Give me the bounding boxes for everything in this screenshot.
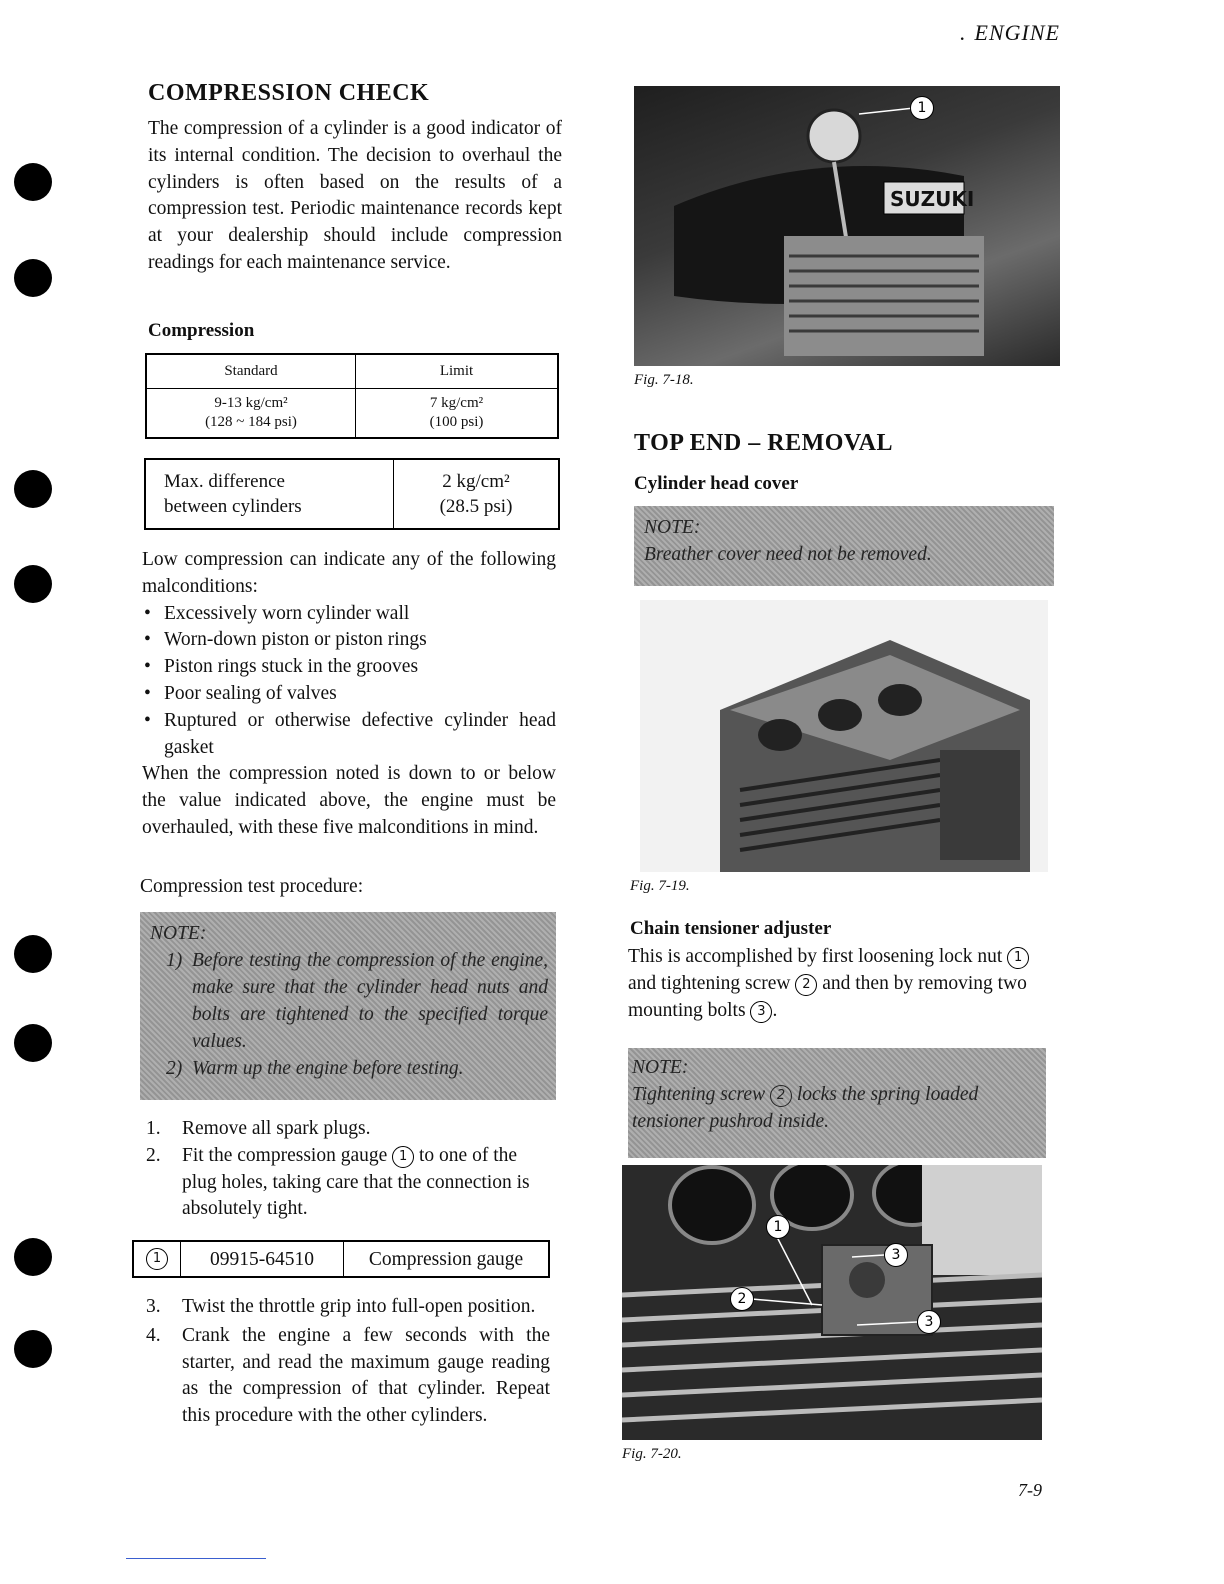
step-item bbox=[142, 1143, 552, 1223]
step-text: Fit the compression gauge bbox=[182, 1144, 388, 1166]
step-number: 4. bbox=[146, 1324, 161, 1346]
overhaul-paragraph: When the compression noted is down to or below the value indicated above, the engine must be overhauled, with these five malconditions in mind. bbox=[142, 763, 556, 838]
note-text: Tightening screw bbox=[632, 1084, 766, 1105]
cylinder-head-photo-illustration bbox=[640, 600, 1048, 872]
step-number: 3. bbox=[146, 1296, 161, 1317]
limit-psi: (100 psi) bbox=[429, 413, 484, 430]
note-box-testing bbox=[140, 912, 556, 1100]
max-difference-table bbox=[144, 458, 560, 530]
fig-7-19-photo bbox=[640, 600, 1048, 872]
table-header-standard: Standard bbox=[146, 354, 356, 388]
note-box-breather bbox=[634, 506, 1054, 586]
ref-number-icon: 1 bbox=[146, 1248, 168, 1270]
label-line: between cylinders bbox=[164, 496, 302, 517]
step-text: Crank the engine a few seconds with the starter, and read the maximum gauge reading as the compression of that cylinder. Repeat this procedure with the other cylinders. bbox=[182, 1324, 550, 1427]
callout-1: 1 bbox=[910, 96, 934, 120]
malconditions-section bbox=[142, 547, 556, 842]
ref-number-icon: 1 bbox=[392, 1146, 414, 1168]
step-item bbox=[142, 1294, 550, 1321]
fig-7-20-caption: Fig. 7-20. bbox=[622, 1446, 682, 1462]
standard-kg: 9-13 kg/cm² bbox=[214, 394, 288, 411]
standard-value bbox=[146, 388, 356, 438]
value-line: (28.5 psi) bbox=[439, 496, 513, 517]
step-item bbox=[142, 1323, 550, 1430]
note-label: NOTE: bbox=[632, 1057, 689, 1078]
low-compression-intro: Low compression can indicate any of the following malconditions: bbox=[142, 549, 556, 597]
tool-ref bbox=[133, 1241, 181, 1277]
limit-value bbox=[356, 388, 559, 438]
note-item-text: Warm up the engine before testing. bbox=[192, 1058, 464, 1079]
ref-number-icon: 2 bbox=[795, 974, 817, 996]
compression-gauge-photo-illustration bbox=[634, 86, 1060, 366]
fig-7-18-photo bbox=[634, 86, 1060, 366]
table-header-limit: Limit bbox=[356, 354, 559, 388]
list-item: • Excessively worn cylinder wall bbox=[142, 601, 556, 628]
binder-hole bbox=[14, 163, 52, 201]
binder-hole bbox=[14, 1330, 52, 1368]
procedure-steps bbox=[142, 1294, 550, 1430]
compression-spec-table bbox=[145, 353, 559, 439]
binder-hole bbox=[14, 565, 52, 603]
steps-3-4 bbox=[142, 1294, 550, 1430]
note-box-tightening bbox=[628, 1048, 1046, 1158]
top-end-removal-title: TOP END – REMOVAL bbox=[634, 430, 893, 456]
label-line: Max. difference bbox=[164, 471, 285, 492]
callout-3: 3 bbox=[884, 1243, 908, 1267]
note-item bbox=[150, 1055, 548, 1082]
list-item: • Ruptured or otherwise defective cylinder head gasket bbox=[142, 708, 556, 762]
section-header: . ENGINE bbox=[960, 20, 1060, 45]
max-difference-label bbox=[145, 459, 394, 529]
step-text: Remove all spark plugs. bbox=[182, 1118, 371, 1139]
binder-hole bbox=[14, 1238, 52, 1276]
chain-text: and then by removing two mounting bolts bbox=[628, 972, 1027, 1021]
step-item bbox=[142, 1116, 552, 1143]
note-text: locks the spring loaded tensioner pushrod inside. bbox=[632, 1084, 979, 1132]
fig-7-19-caption: Fig. 7-19. bbox=[630, 878, 690, 894]
brand-lettering: SUZUKI bbox=[890, 187, 975, 211]
list-item: • Piston rings stuck in the grooves bbox=[142, 654, 556, 681]
value-line: 2 kg/cm² bbox=[442, 471, 510, 492]
note-item-number: 2) bbox=[166, 1058, 183, 1079]
note-item-number: 1) bbox=[166, 950, 183, 971]
limit-kg: 7 kg/cm² bbox=[429, 394, 484, 411]
binder-hole bbox=[14, 1024, 52, 1062]
step-number: 1. bbox=[146, 1118, 161, 1139]
list-item: • Worn-down piston or piston rings bbox=[142, 627, 556, 654]
procedure-steps bbox=[142, 1116, 552, 1223]
note-text-block bbox=[632, 1081, 1036, 1135]
fig-7-18-caption: Fig. 7-18. bbox=[634, 372, 694, 388]
note-item bbox=[150, 947, 548, 1055]
tool-name: Compression gauge bbox=[344, 1241, 550, 1277]
page-number: 7-9 bbox=[1018, 1480, 1042, 1500]
compression-label: Compression bbox=[148, 320, 255, 341]
binder-hole bbox=[14, 470, 52, 508]
ref-number-icon: 1 bbox=[1007, 947, 1029, 969]
standard-psi: (128 ~ 184 psi) bbox=[205, 413, 297, 430]
step-number: 2. bbox=[146, 1144, 161, 1166]
binder-hole bbox=[14, 935, 52, 973]
list-item: • Poor sealing of valves bbox=[142, 681, 556, 708]
max-difference-value bbox=[394, 459, 560, 529]
step-text: Twist the throttle grip into full-open position. bbox=[182, 1296, 536, 1317]
step-text: to one of the plug holes, taking care that the connection is absolutely tight. bbox=[182, 1144, 530, 1220]
intro-text: The compression of a cylinder is a good indicator of its internal condition. The decision to overhaul the cylinders is often based on the results of a compression test. Periodic maintenance records kept at your dealership should include compression readings for each maintenance service. bbox=[148, 118, 562, 273]
chain-text: . bbox=[772, 999, 778, 1021]
ref-number-icon: 2 bbox=[770, 1085, 792, 1107]
chain-tensioner-photo-illustration bbox=[622, 1165, 1042, 1440]
malconditions-list bbox=[142, 601, 556, 762]
callout-1: 1 bbox=[766, 1215, 790, 1239]
chain-tensioner-paragraph bbox=[628, 944, 1048, 1024]
callout-2: 2 bbox=[730, 1287, 754, 1311]
section-title: ENGINE bbox=[974, 20, 1060, 45]
ref-number-icon: 3 bbox=[750, 1001, 772, 1023]
note-text: Breather cover need not be removed. bbox=[644, 544, 932, 565]
steps-1-2 bbox=[142, 1116, 552, 1223]
chain-text: and tightening screw bbox=[628, 972, 791, 994]
footer-rule bbox=[126, 1558, 266, 1559]
binder-hole bbox=[14, 259, 52, 297]
note-item-text: Before testing the compression of the engine, make sure that the cylinder head nuts and bolts are tightened to the specified torque values. bbox=[192, 950, 548, 1052]
cylinder-head-cover-label: Cylinder head cover bbox=[634, 473, 799, 494]
compression-check-title: COMPRESSION CHECK bbox=[148, 80, 430, 106]
procedure-label: Compression test procedure: bbox=[140, 876, 364, 897]
intro-paragraph bbox=[148, 116, 562, 277]
note-label: NOTE: bbox=[150, 923, 207, 944]
callout-3: 3 bbox=[917, 1310, 941, 1334]
chain-text: This is accomplished by first loosening lock nut bbox=[628, 946, 1003, 967]
tool-part-number: 09915-64510 bbox=[181, 1241, 344, 1277]
chain-tensioner-label: Chain tensioner adjuster bbox=[630, 918, 832, 939]
fig-7-20-photo bbox=[622, 1165, 1042, 1440]
special-tool-table bbox=[132, 1240, 550, 1278]
note-label: NOTE: bbox=[644, 517, 701, 538]
